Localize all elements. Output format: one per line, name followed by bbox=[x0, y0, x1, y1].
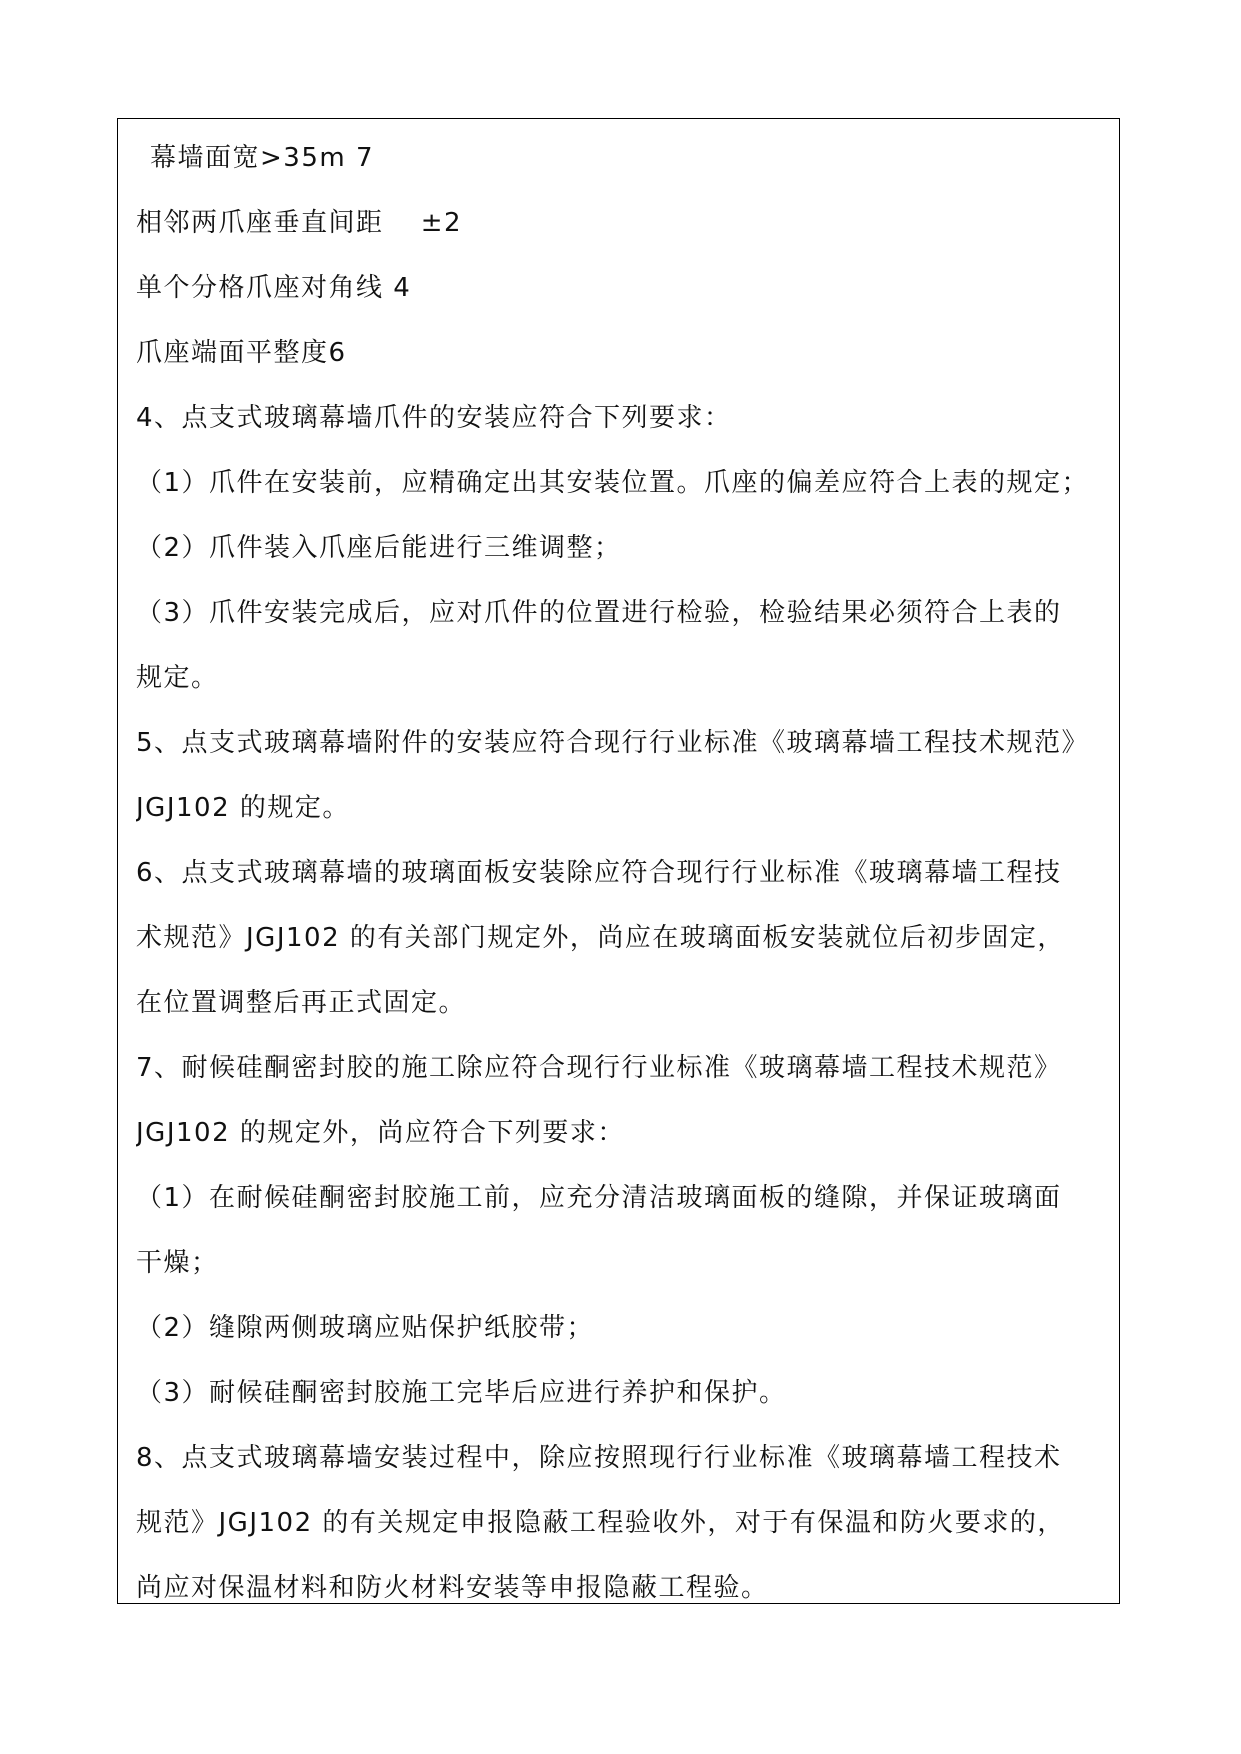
text-line: 干燥； bbox=[136, 1248, 219, 1278]
text-line: （2）爪件装入爪座后能进行三维调整； bbox=[136, 533, 622, 563]
text-line: 7、耐候硅酮密封胶的施工除应符合现行行业标准《玻璃幕墙工程技术规范》 bbox=[136, 1053, 1062, 1083]
text-line: （2）缝隙两侧玻璃应贴保护纸胶带； bbox=[136, 1313, 595, 1343]
text-line: 4、点支式玻璃幕墙爪件的安装应符合下列要求： bbox=[136, 403, 732, 433]
text-line: 6、点支式玻璃幕墙的玻璃面板安装除应符合现行行业标准《玻璃幕墙工程技 bbox=[136, 858, 1062, 888]
text-line: 规范》JGJ102 的有关规定申报隐蔽工程验收外，对于有保温和防火要求的， bbox=[136, 1508, 1065, 1538]
text-line: （3）耐候硅酮密封胶施工完毕后应进行养护和保护。 bbox=[136, 1378, 787, 1408]
text-line: JGJ102 的规定。 bbox=[136, 793, 350, 823]
document-body bbox=[136, 126, 1116, 1621]
text-line: （1）在耐候硅酮密封胶施工前，应充分清洁玻璃面板的缝隙，并保证玻璃面 bbox=[136, 1183, 1062, 1213]
text-line: 尚应对保温材料和防火材料安装等申报隐蔽工程验。 bbox=[136, 1573, 769, 1603]
text-line: 单个分格爪座对角线 4 bbox=[136, 273, 412, 303]
text-line: JGJ102 的规定外，尚应符合下列要求： bbox=[136, 1118, 625, 1148]
text-line: （1）爪件在安装前，应精确定出其安装位置。爪座的偏差应符合上表的规定； bbox=[136, 468, 1090, 498]
text-line: 在位置调整后再正式固定。 bbox=[136, 988, 467, 1018]
text-line: 5、点支式玻璃幕墙附件的安装应符合现行行业标准《玻璃幕墙工程技术规范》 bbox=[136, 728, 1090, 758]
text-line: 爪座端面平整度6 bbox=[136, 338, 347, 368]
text-line: （3）爪件安装完成后，应对爪件的位置进行检验，检验结果必须符合上表的 bbox=[136, 598, 1062, 628]
text-line: 术规范》JGJ102 的有关部门规定外，尚应在玻璃面板安装就位后初步固定， bbox=[136, 923, 1065, 953]
text-line: 8、点支式玻璃幕墙安装过程中，除应按照现行行业标准《玻璃幕墙工程技术 bbox=[136, 1443, 1062, 1473]
text-line: 幕墙面宽>35m 7 bbox=[150, 143, 375, 173]
text-line: 规定。 bbox=[136, 663, 219, 693]
text-line: 相邻两爪座垂直间距 ±2 bbox=[136, 208, 463, 238]
